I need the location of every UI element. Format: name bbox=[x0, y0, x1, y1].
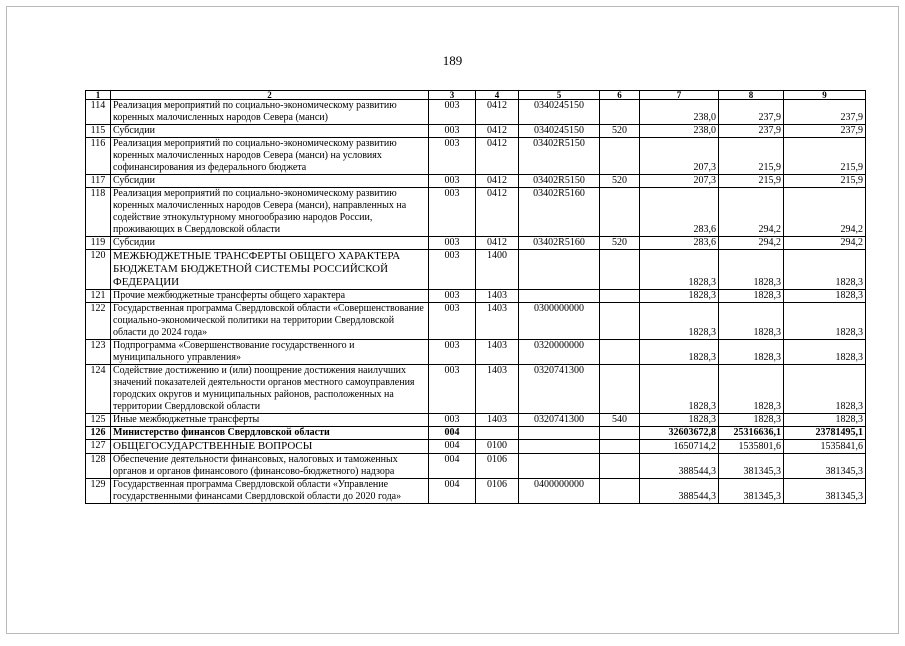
amount-year3-cell: 237,9 bbox=[784, 125, 866, 138]
expense-type-cell: 520 bbox=[600, 175, 640, 188]
amount-year2-cell: 237,9 bbox=[719, 100, 784, 125]
expense-type-cell bbox=[600, 454, 640, 479]
expense-type-cell bbox=[600, 100, 640, 125]
amount-year2-cell: 381345,3 bbox=[719, 454, 784, 479]
target-article-cell: 03402R5150 bbox=[519, 175, 600, 188]
table-row bbox=[86, 479, 866, 504]
amount-year3-cell: 1828,3 bbox=[784, 365, 866, 414]
column-header: 2 bbox=[111, 91, 429, 100]
row-number-cell: 116 bbox=[86, 138, 111, 175]
amount-year1-cell: 283,6 bbox=[640, 237, 719, 250]
section-code-cell: 1400 bbox=[476, 250, 519, 290]
section-code-cell: 0412 bbox=[476, 188, 519, 237]
row-name-cell: Министерство финансов Свердловской области bbox=[111, 427, 429, 440]
target-article-cell bbox=[519, 427, 600, 440]
ministry-code-cell: 003 bbox=[429, 290, 476, 303]
target-article-cell bbox=[519, 454, 600, 479]
amount-year1-cell: 1828,3 bbox=[640, 250, 719, 290]
row-number-cell: 122 bbox=[86, 303, 111, 340]
section-code-cell: 0412 bbox=[476, 100, 519, 125]
row-number-cell: 125 bbox=[86, 414, 111, 427]
page-number: 189 bbox=[442, 53, 463, 68]
table-row bbox=[86, 100, 866, 125]
expense-type-cell bbox=[600, 365, 640, 414]
section-code-cell: 0412 bbox=[476, 237, 519, 250]
row-name-cell: Иные межбюджетные трансферты bbox=[111, 414, 429, 427]
row-name-cell: Обеспечение деятельности финансовых, налоговых и таможенных органов и органов финансового (финансово-бюджетного) надзора bbox=[111, 454, 429, 479]
table-header-row bbox=[86, 91, 866, 100]
target-article-cell: 0300000000 bbox=[519, 303, 600, 340]
row-name-cell: Государственная программа Свердловской области «Совершенствование социально-экономической политики на территории Свердловской области до 2024 года» bbox=[111, 303, 429, 340]
expense-type-cell: 520 bbox=[600, 237, 640, 250]
ministry-code-cell: 004 bbox=[429, 427, 476, 440]
amount-year2-cell: 381345,3 bbox=[719, 479, 784, 504]
section-code-cell: 0412 bbox=[476, 125, 519, 138]
ministry-code-cell: 003 bbox=[429, 175, 476, 188]
amount-year3-cell: 294,2 bbox=[784, 188, 866, 237]
table-row bbox=[86, 340, 866, 365]
amount-year1-cell: 238,0 bbox=[640, 100, 719, 125]
section-code-cell: 0100 bbox=[476, 440, 519, 454]
target-article-cell: 0320741300 bbox=[519, 414, 600, 427]
row-number-cell: 120 bbox=[86, 250, 111, 290]
expense-type-cell bbox=[600, 290, 640, 303]
amount-year1-cell: 1828,3 bbox=[640, 365, 719, 414]
amount-year2-cell: 294,2 bbox=[719, 188, 784, 237]
amount-year3-cell: 1828,3 bbox=[784, 250, 866, 290]
target-article-cell: 0320000000 bbox=[519, 340, 600, 365]
table-row bbox=[86, 175, 866, 188]
table-row bbox=[86, 414, 866, 427]
table-row bbox=[86, 125, 866, 138]
column-header: 6 bbox=[600, 91, 640, 100]
column-header: 5 bbox=[519, 91, 600, 100]
expense-type-cell: 540 bbox=[600, 414, 640, 427]
target-article-cell bbox=[519, 290, 600, 303]
expense-type-cell bbox=[600, 427, 640, 440]
section-code-cell: 1403 bbox=[476, 340, 519, 365]
row-name-cell: Реализация мероприятий по социально-экономическому развитию коренных малочисленных народов Севера (манси), направленных на содействие этнокультурному многообразию народов России, проживающих в Свердловской области bbox=[111, 188, 429, 237]
row-number-cell: 129 bbox=[86, 479, 111, 504]
section-code-cell bbox=[476, 427, 519, 440]
amount-year1-cell: 1650714,2 bbox=[640, 440, 719, 454]
amount-year1-cell: 283,6 bbox=[640, 188, 719, 237]
section-code-cell: 1403 bbox=[476, 290, 519, 303]
amount-year3-cell: 23781495,1 bbox=[784, 427, 866, 440]
section-code-cell: 1403 bbox=[476, 365, 519, 414]
table-row bbox=[86, 427, 866, 440]
ministry-code-cell: 004 bbox=[429, 479, 476, 504]
amount-year2-cell: 1535801,6 bbox=[719, 440, 784, 454]
budget-table bbox=[85, 90, 866, 504]
table-row bbox=[86, 365, 866, 414]
document-page bbox=[6, 6, 899, 634]
row-number-cell: 121 bbox=[86, 290, 111, 303]
table-row bbox=[86, 250, 866, 290]
amount-year1-cell: 388544,3 bbox=[640, 479, 719, 504]
table-row bbox=[86, 237, 866, 250]
amount-year3-cell: 1828,3 bbox=[784, 290, 866, 303]
ministry-code-cell: 003 bbox=[429, 188, 476, 237]
amount-year3-cell: 1828,3 bbox=[784, 414, 866, 427]
row-number-cell: 118 bbox=[86, 188, 111, 237]
ministry-code-cell: 003 bbox=[429, 100, 476, 125]
table-row bbox=[86, 440, 866, 454]
amount-year2-cell: 1828,3 bbox=[719, 340, 784, 365]
amount-year2-cell: 1828,3 bbox=[719, 290, 784, 303]
amount-year2-cell: 237,9 bbox=[719, 125, 784, 138]
ministry-code-cell: 004 bbox=[429, 454, 476, 479]
amount-year2-cell: 1828,3 bbox=[719, 250, 784, 290]
table-row bbox=[86, 303, 866, 340]
target-article-cell: 0340245150 bbox=[519, 125, 600, 138]
column-header: 4 bbox=[476, 91, 519, 100]
row-number-cell: 126 bbox=[86, 427, 111, 440]
amount-year2-cell: 294,2 bbox=[719, 237, 784, 250]
section-code-cell: 0106 bbox=[476, 479, 519, 504]
ministry-code-cell: 003 bbox=[429, 250, 476, 290]
ministry-code-cell: 003 bbox=[429, 303, 476, 340]
target-article-cell: 0340245150 bbox=[519, 100, 600, 125]
ministry-code-cell: 003 bbox=[429, 414, 476, 427]
amount-year3-cell: 381345,3 bbox=[784, 479, 866, 504]
amount-year1-cell: 388544,3 bbox=[640, 454, 719, 479]
amount-year3-cell: 215,9 bbox=[784, 138, 866, 175]
expense-type-cell bbox=[600, 188, 640, 237]
row-number-cell: 123 bbox=[86, 340, 111, 365]
target-article-cell: 03402R5160 bbox=[519, 188, 600, 237]
ministry-code-cell: 003 bbox=[429, 138, 476, 175]
column-header: 9 bbox=[784, 91, 866, 100]
target-article-cell: 03402R5150 bbox=[519, 138, 600, 175]
amount-year1-cell: 1828,3 bbox=[640, 303, 719, 340]
row-name-cell: Реализация мероприятий по социально-экономическому развитию коренных малочисленных народов Севера (манси) bbox=[111, 100, 429, 125]
amount-year1-cell: 1828,3 bbox=[640, 290, 719, 303]
amount-year3-cell: 1828,3 bbox=[784, 303, 866, 340]
amount-year2-cell: 25316636,1 bbox=[719, 427, 784, 440]
amount-year3-cell: 215,9 bbox=[784, 175, 866, 188]
expense-type-cell: 520 bbox=[600, 125, 640, 138]
table-row bbox=[86, 188, 866, 237]
row-name-cell: МЕЖБЮДЖЕТНЫЕ ТРАНСФЕРТЫ ОБЩЕГО ХАРАКТЕРА БЮДЖЕТАМ БЮДЖЕТНОЙ СИСТЕМЫ РОССИЙСКОЙ ФЕДЕРАЦИИ bbox=[111, 250, 429, 290]
row-name-cell: Реализация мероприятий по социально-экономическому развитию коренных малочисленных народов Севера (манси) на условиях софинансирования из федерального бюджета bbox=[111, 138, 429, 175]
table-row bbox=[86, 454, 866, 479]
amount-year2-cell: 215,9 bbox=[719, 175, 784, 188]
row-name-cell: Субсидии bbox=[111, 125, 429, 138]
table-body bbox=[86, 100, 866, 504]
amount-year1-cell: 207,3 bbox=[640, 138, 719, 175]
target-article-cell: 03402R5160 bbox=[519, 237, 600, 250]
row-name-cell: Государственная программа Свердловской области «Управление государственными финансами Свердловской области до 2020 года» bbox=[111, 479, 429, 504]
amount-year3-cell: 294,2 bbox=[784, 237, 866, 250]
row-name-cell: Субсидии bbox=[111, 237, 429, 250]
target-article-cell: 0400000000 bbox=[519, 479, 600, 504]
amount-year1-cell: 1828,3 bbox=[640, 414, 719, 427]
target-article-cell: 0320741300 bbox=[519, 365, 600, 414]
expense-type-cell bbox=[600, 340, 640, 365]
row-name-cell: Содействие достижению и (или) поощрение достижения наилучших значений показателей деятельности органов местного самоуправления городских округов и муниципальных районов, расположенных на территории Свердловской области bbox=[111, 365, 429, 414]
ministry-code-cell: 003 bbox=[429, 125, 476, 138]
expense-type-cell bbox=[600, 440, 640, 454]
amount-year2-cell: 1828,3 bbox=[719, 414, 784, 427]
section-code-cell: 0412 bbox=[476, 138, 519, 175]
table-row bbox=[86, 138, 866, 175]
amount-year1-cell: 207,3 bbox=[640, 175, 719, 188]
row-number-cell: 128 bbox=[86, 454, 111, 479]
amount-year3-cell: 381345,3 bbox=[784, 454, 866, 479]
expense-type-cell bbox=[600, 138, 640, 175]
expense-type-cell bbox=[600, 303, 640, 340]
table-row bbox=[86, 290, 866, 303]
ministry-code-cell: 003 bbox=[429, 340, 476, 365]
row-number-cell: 114 bbox=[86, 100, 111, 125]
amount-year1-cell: 1828,3 bbox=[640, 340, 719, 365]
expense-type-cell bbox=[600, 250, 640, 290]
ministry-code-cell: 004 bbox=[429, 440, 476, 454]
amount-year1-cell: 32603672,8 bbox=[640, 427, 719, 440]
column-header: 1 bbox=[86, 91, 111, 100]
amount-year3-cell: 1828,3 bbox=[784, 340, 866, 365]
ministry-code-cell: 003 bbox=[429, 237, 476, 250]
amount-year3-cell: 1535841,6 bbox=[784, 440, 866, 454]
row-name-cell: Субсидии bbox=[111, 175, 429, 188]
row-name-cell: ОБЩЕГОСУДАРСТВЕННЫЕ ВОПРОСЫ bbox=[111, 440, 429, 454]
amount-year3-cell: 237,9 bbox=[784, 100, 866, 125]
amount-year2-cell: 1828,3 bbox=[719, 303, 784, 340]
section-code-cell: 1403 bbox=[476, 414, 519, 427]
section-code-cell: 0106 bbox=[476, 454, 519, 479]
amount-year2-cell: 215,9 bbox=[719, 138, 784, 175]
expense-type-cell bbox=[600, 479, 640, 504]
row-number-cell: 119 bbox=[86, 237, 111, 250]
amount-year1-cell: 238,0 bbox=[640, 125, 719, 138]
target-article-cell bbox=[519, 250, 600, 290]
row-number-cell: 115 bbox=[86, 125, 111, 138]
row-name-cell: Подпрограмма «Совершенствование государственного и муниципального управления» bbox=[111, 340, 429, 365]
row-number-cell: 117 bbox=[86, 175, 111, 188]
row-number-cell: 127 bbox=[86, 440, 111, 454]
amount-year2-cell: 1828,3 bbox=[719, 365, 784, 414]
ministry-code-cell: 003 bbox=[429, 365, 476, 414]
row-number-cell: 124 bbox=[86, 365, 111, 414]
column-header: 7 bbox=[640, 91, 719, 100]
section-code-cell: 1403 bbox=[476, 303, 519, 340]
column-header: 3 bbox=[429, 91, 476, 100]
target-article-cell bbox=[519, 440, 600, 454]
section-code-cell: 0412 bbox=[476, 175, 519, 188]
row-name-cell: Прочие межбюджетные трансферты общего характера bbox=[111, 290, 429, 303]
column-header: 8 bbox=[719, 91, 784, 100]
